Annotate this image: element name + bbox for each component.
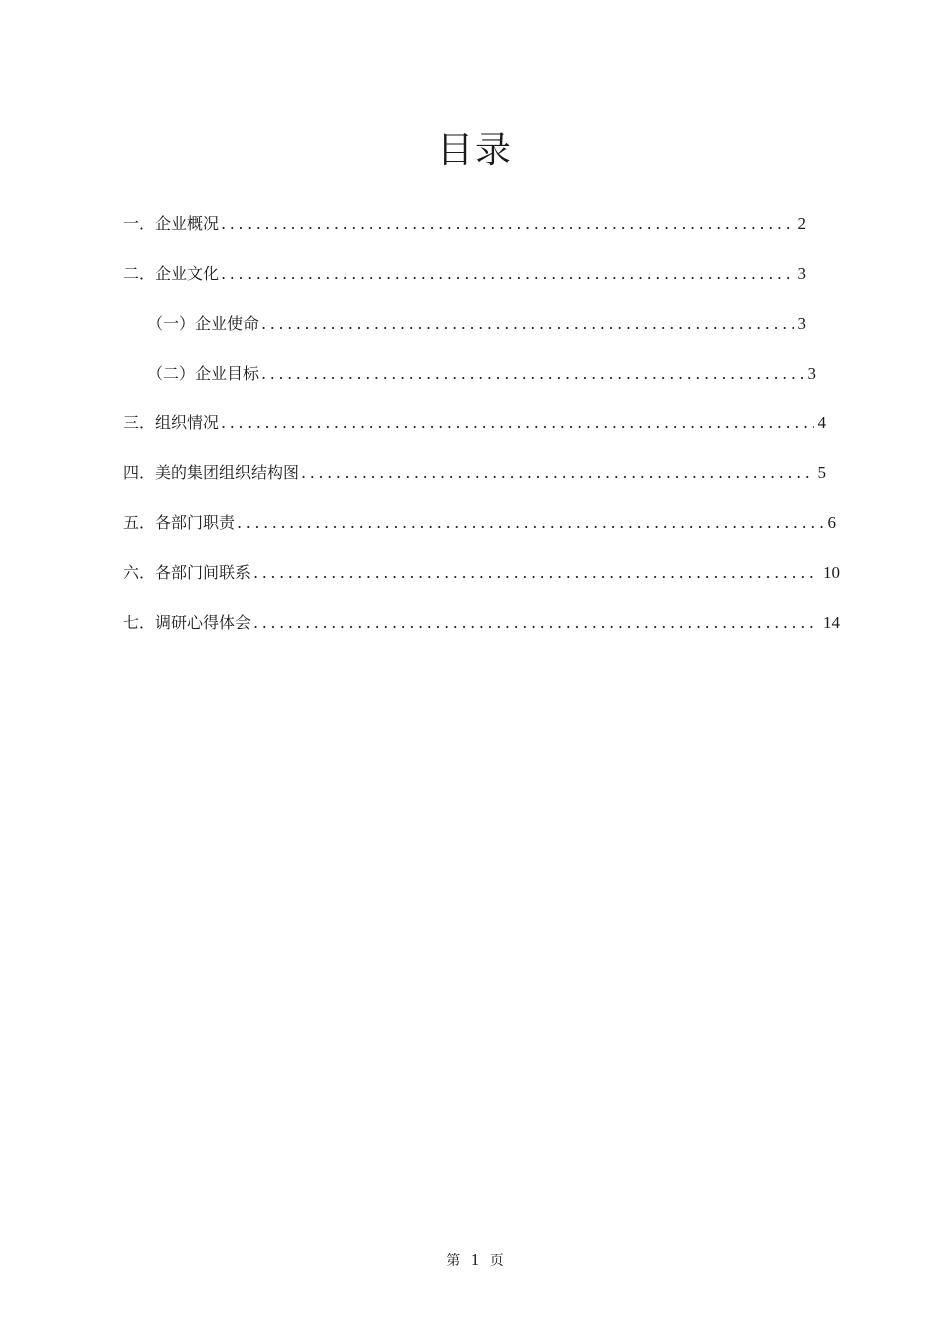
page-title: 目录 (436, 130, 513, 171)
toc-entry-label: 五．各部门职责 (123, 513, 236, 532)
toc-entry-label: 四．美的集团组织结构图 (123, 463, 300, 482)
toc-entry-6[interactable] (123, 560, 840, 586)
footer-page-number: 1 (470, 1250, 480, 1269)
toc-entry-label: （一）企业使命 (147, 314, 260, 333)
toc-entry-label: 二．企业文化 (123, 264, 220, 283)
toc-entry-page: 3 (807, 364, 816, 383)
toc-entry-page: 2 (797, 214, 806, 233)
toc-entry-page: 3 (797, 264, 806, 283)
toc-entry-4[interactable] (123, 460, 826, 486)
toc-entry-label: （二）企业目标 (147, 364, 260, 383)
toc-dot-leader (253, 560, 819, 586)
toc-entry-page: 5 (817, 463, 826, 482)
toc-entry-7[interactable] (123, 610, 840, 636)
toc-entry-page: 3 (797, 314, 806, 333)
toc-entry-2-2[interactable] (147, 361, 816, 387)
toc-entry-page: 14 (823, 613, 840, 632)
toc-entry-3[interactable] (123, 410, 826, 436)
toc-dot-leader (261, 361, 803, 387)
toc-dot-leader (253, 610, 819, 636)
toc-dot-leader (221, 410, 813, 436)
toc-entry-1[interactable] (123, 211, 806, 237)
toc-entry-page: 10 (823, 563, 840, 582)
toc-dot-leader (221, 261, 793, 287)
toc-entry-5[interactable] (123, 510, 836, 536)
toc-entry-label: 六．各部门间联系 (123, 563, 252, 582)
footer-suffix: 页 (489, 1253, 504, 1269)
toc-entry-2-1[interactable] (147, 311, 806, 337)
toc-entry-page: 4 (817, 413, 826, 432)
toc-entry-label: 三．组织情况 (123, 413, 220, 432)
toc-entry-page: 6 (827, 513, 836, 532)
toc-dot-leader (221, 211, 793, 237)
toc-dot-leader (301, 460, 813, 486)
footer-prefix: 第 (446, 1253, 461, 1269)
toc-entry-label: 七．调研心得体会 (123, 613, 252, 632)
toc-entry-label: 一．企业概况 (123, 214, 220, 233)
page-footer (0, 1250, 950, 1270)
toc-entry-2[interactable] (123, 261, 806, 287)
toc-dot-leader (237, 510, 823, 536)
toc-dot-leader (261, 311, 793, 337)
